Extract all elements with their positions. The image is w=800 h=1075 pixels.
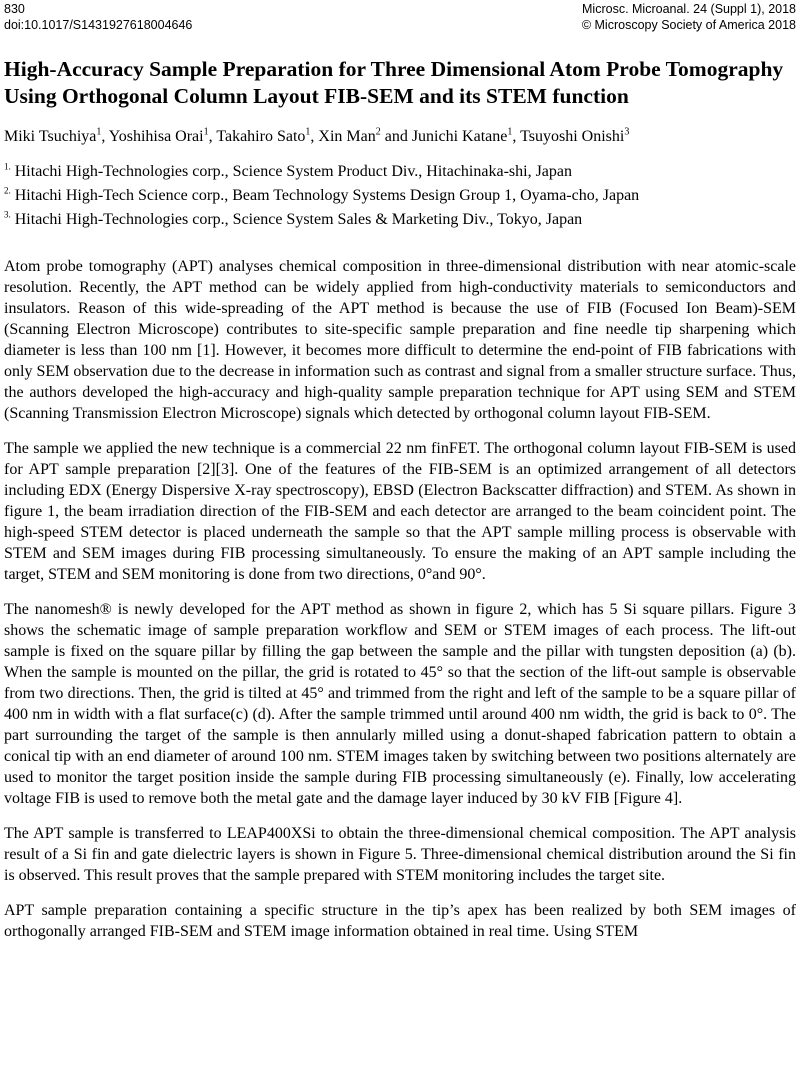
author-name: Yoshihisa Orai: [108, 128, 204, 145]
author-name: Takahiro Sato: [216, 128, 306, 145]
affiliation-text: Hitachi High-Technologies corp., Science System Sales & Marketing Div., Tokyo, Japan: [10, 211, 583, 228]
paragraph: Atom probe tomography (APT) analyses chemical composition in three-dimensional distribution with near atomic-scale resolution. Recently, the APT method can be widely applied from high-conductivity materials to semiconductors and insulators. Reason of this wide-spreading of the APT method is because the use of FIB (Focused Ion Beam)-SEM (Scanning Electron Microscope) contributes to site-specific sample preparation and fine needle tip sharpening which diameter is less than 100 nm [1]. However, it becomes more difficult to determine the end-point of FIB fabrications with only SEM observation due to the decrease in information such as contrast and signal from a smaller structure surface. Thus, the authors developed the high-accuracy and high-quality sample preparation technique for APT using SEM and STEM (Scanning Transmission Electron Microscope) signals which detected by orthogonal column layout FIB-SEM.: [4, 258, 796, 422]
author-separator: and: [380, 128, 412, 145]
affiliation-list: [4, 160, 796, 232]
copyright: © Microscopy Society of America 2018: [581, 18, 796, 32]
author-affiliation-mark: 1: [203, 126, 209, 138]
affiliation-mark: 1.: [4, 161, 11, 172]
author-list: [4, 126, 796, 148]
paragraph: The sample we applied the new technique is a commercial 22 nm finFET. The orthogonal column layout FIB-SEM is used for APT sample preparation [2][3]. One of the features of the FIB-SEM is an optimized arrangement of all detectors including EDX (Energy Dispersive X-ray spectroscopy), EBSD (Electron Backscatter diffraction) and STEM. As shown in figure 1, the beam irradiation direction of the FIB-SEM and each detector are arranged to the beam coincident point. The high-speed STEM detector is placed underneath the sample so that the APT sample milling process is observable with STEM and SEM images during FIB processing simultaneously. To ensure the making of an APT sample including the target, STEM and SEM monitoring is done from two directions, 0°and 90°.: [4, 440, 796, 583]
author-affiliation-mark: 3: [624, 126, 630, 138]
author-separator: ,: [310, 128, 319, 145]
page-header: [0, 0, 800, 40]
author-name: Junichi Katane: [411, 128, 508, 145]
paragraph: The nanomesh® is newly developed for the APT method as shown in figure 2, which has 5 Si square pillars. Figure 3 shows the schematic image of sample preparation workflow and SEM or STEM images of each process. The lift-out sample is fixed on the square pillar by filling the gap between the sample and the pillar with tungsten deposition (a) (b). When the sample is mounted on the pillar, the grid is rotated to 45° so that the section of the lift-out sample is observable from two directions. Then, the grid is tilted at 45° and trimmed from the right and left of the sample to be a square pillar of 400 nm in width with a flat surface(c) (d). After the sample trimmed until around 400 nm width, the grid is back to 0°. The part surrounding the target of the sample is then annularly milled using a donut-shaped fabrication pattern to obtain a conical tip with an end diameter of around 100 nm. STEM images taken by switching between two positions alternately are used to monitor the target position inside the sample during FIB processing simultaneously (e). Finally, low accelerating voltage FIB is used to remove both the metal gate and the damage layer induced by 30 kV FIB [Figure 4].: [4, 601, 796, 807]
journal-citation: Microsc. Microanal. 24 (Suppl 1), 2018: [582, 2, 796, 16]
affiliation-mark: 2.: [4, 185, 11, 196]
paragraph: APT sample preparation containing a specific structure in the tip’s apex has been realized by both SEM images of orthogonally arranged FIB-SEM and STEM image information obtained in real time. Using STEM: [4, 902, 796, 940]
page-number: 830: [4, 2, 25, 16]
author-separator: ,: [208, 128, 217, 145]
author-affiliation-mark: 1: [507, 126, 513, 138]
doi: doi:10.1017/S1431927618004646: [4, 18, 193, 32]
affiliation-text: Hitachi High-Technologies corp., Science System Product Div., Hitachinaka-shi, Japan: [10, 163, 573, 180]
author-name: Xin Man: [318, 128, 376, 145]
paragraph: The APT sample is transferred to LEAP400XSi to obtain the three-dimensional chemical composition. The APT analysis result of a Si fin and gate dielectric layers is shown in Figure 5. Three-dimensional chemical distribution around the Si fin is observed. This result proves that the sample prepared with STEM monitoring includes the target site.: [4, 825, 796, 884]
author-affiliation-mark: 2: [375, 126, 381, 138]
author-separator: ,: [512, 128, 521, 145]
affiliation-text: Hitachi High-Tech Science corp., Beam Technology Systems Design Group 1, Oyama-cho, Japan: [10, 187, 640, 204]
author-name: Tsuyoshi Onishi: [520, 128, 625, 145]
author-name: Miki Tsuchiya: [4, 128, 97, 145]
author-affiliation-mark: 1: [305, 126, 311, 138]
article-body: [4, 56, 796, 942]
affiliation: [4, 184, 796, 208]
author-separator: ,: [101, 128, 109, 145]
article-title: High-Accuracy Sample Preparation for Three Dimensional Atom Probe Tomography Using Orthogonal Column Layout FIB-SEM and its STEM function: [4, 57, 784, 108]
affiliation-mark: 3.: [4, 209, 11, 220]
affiliation: [4, 160, 796, 184]
affiliation: [4, 208, 796, 232]
author-affiliation-mark: 1: [96, 126, 102, 138]
